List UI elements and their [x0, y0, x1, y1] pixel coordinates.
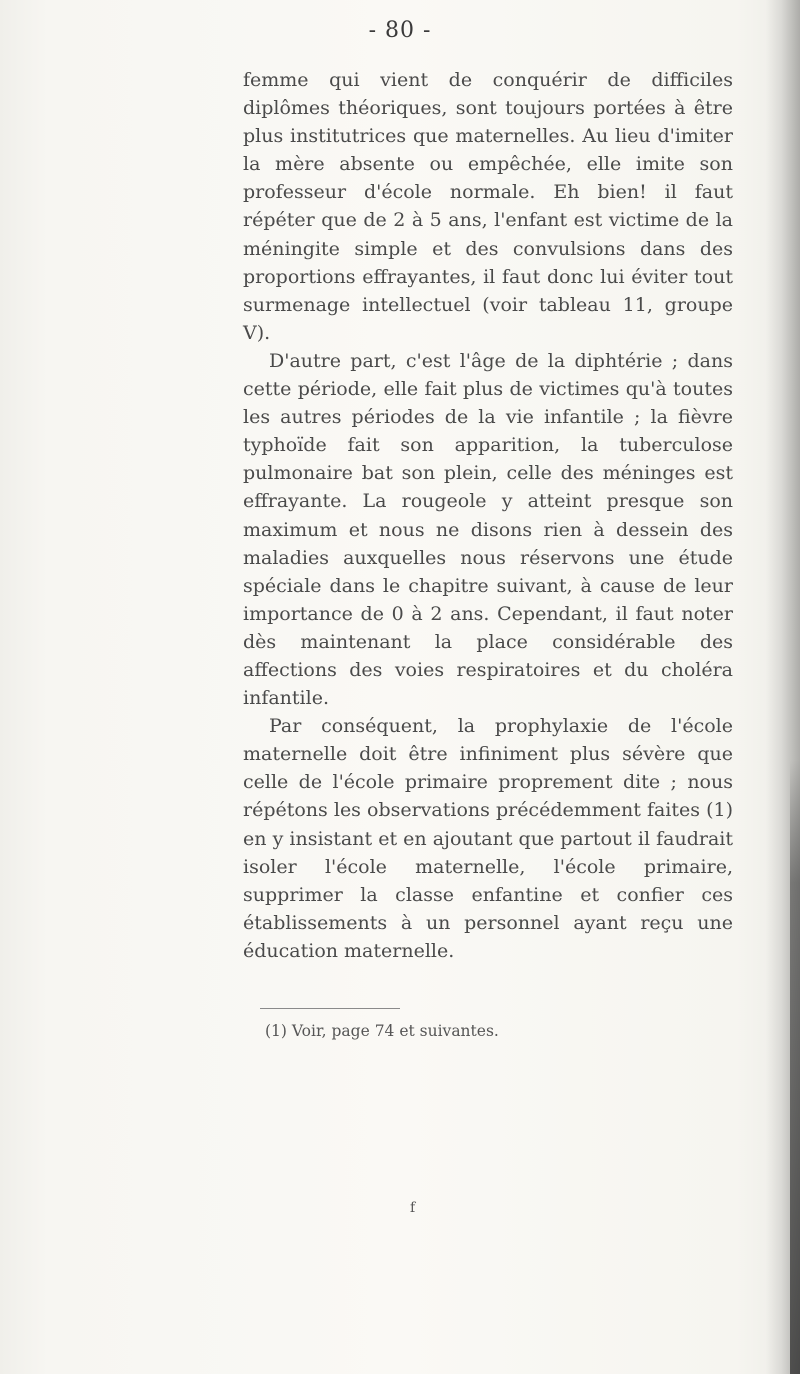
footnote: (1) Voir, page 74 et suivantes. [265, 1022, 499, 1040]
paragraph: Par conséquent, la prophylaxie de l'école maternelle doit être infiniment plus sévère que celle de l'école primaire proprement dite ; nous répétons les observations précédemment faites (1) en y insistant et en ajoutant que partout il faudrait isoler l'école maternelle, l'école primaire, supprimer la classe enfantine et confier ces établissements à un personnel ayant reçu une éducation maternelle. [243, 715, 733, 962]
stray-mark: f [410, 1200, 416, 1216]
footnote-separator [260, 1008, 400, 1009]
page-number: - 80 - [368, 18, 432, 43]
body-text [243, 66, 733, 965]
paragraph: femme qui vient de conquérir de difficiles diplômes théoriques, sont toujours portées à être plus institutrices que maternelles. Au lieu d'imiter la mère absente ou empêchée, elle imite son professeur d'école normale. Eh bien! il faut répéter que de 2 à 5 ans, l'enfant est victime de la méningite simple et des convulsions dans des proportions effrayantes, il faut donc lui éviter tout surmenage intellectuel (voir tableau 11, groupe V). [243, 69, 733, 344]
paragraph: D'autre part, c'est l'âge de la diphtérie ; dans cette période, elle fait plus de victimes qu'à toutes les autres périodes de la vie infantile ; la fièvre typhoïde fait son apparition, la tuberculose pulmonaire bat son plein, celle des méninges est effrayante. La rougeole y atteint presque son maximum et nous ne disons rien à dessein des maladies auxquelles nous réservons une étude spéciale dans le chapitre suivant, à cause de leur importance de 0 à 2 ans. Cependant, il faut noter dès maintenant la place considérable des affections des voies respiratoires et du choléra infantile. [243, 349, 733, 710]
binding-edge [790, 760, 800, 1374]
